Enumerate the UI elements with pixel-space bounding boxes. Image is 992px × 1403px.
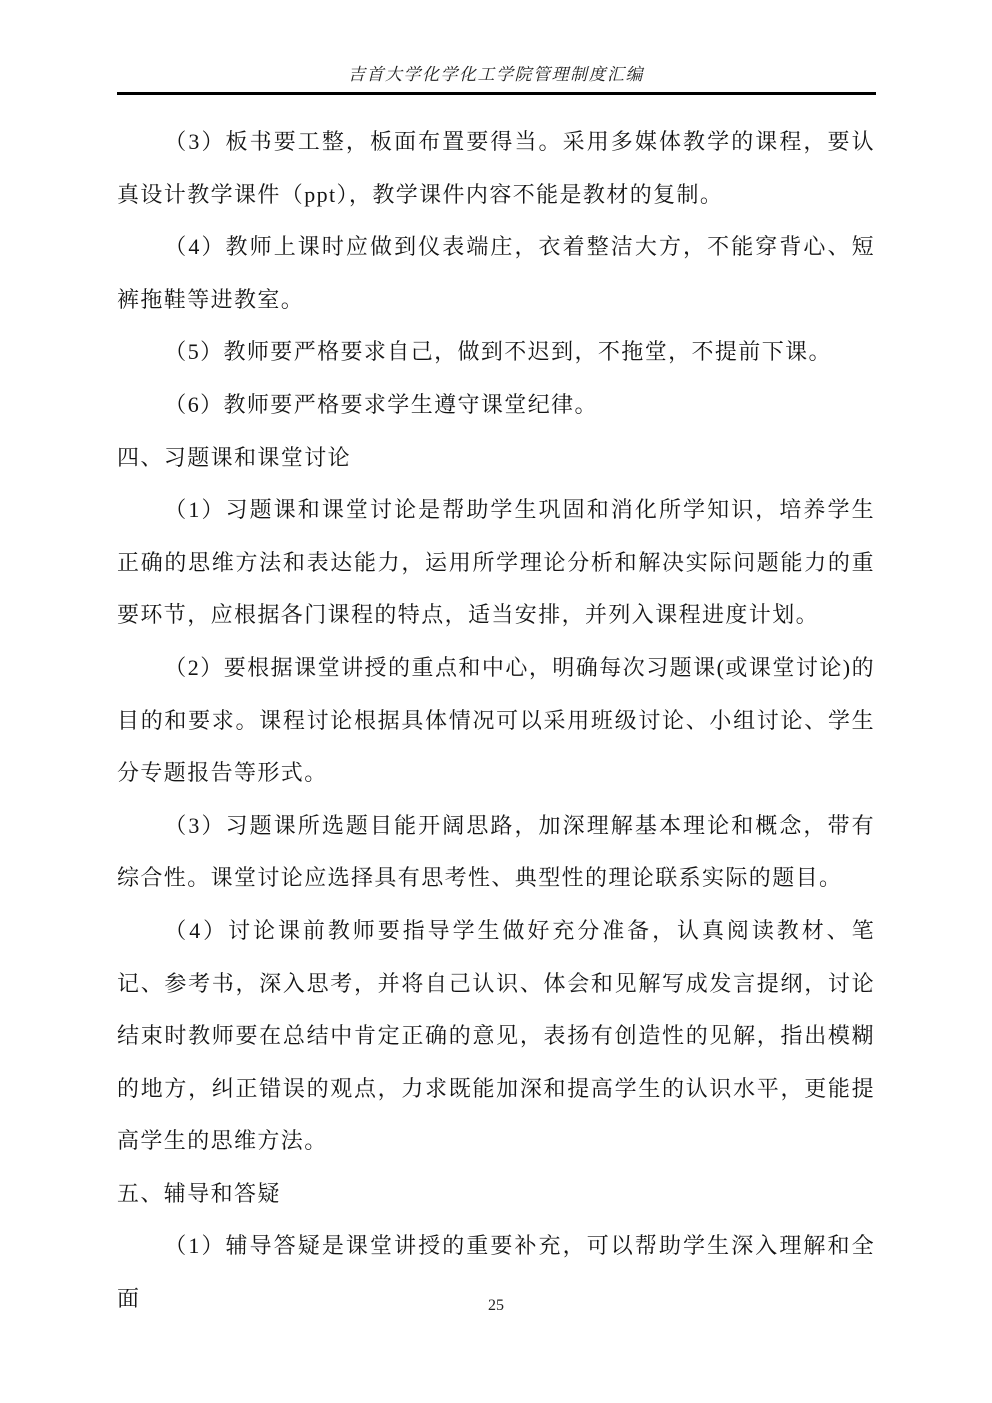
- paragraph-item-6: （6）教师要严格要求学生遵守课堂纪律。: [164, 391, 598, 417]
- paragraph-item-4: （4）教师上课时应做到仪表端庄，衣着整洁大方，不能穿背心、短裤拖鞋等进教室。: [117, 234, 875, 312]
- paragraph-sec5-item-1: （1）辅导答疑是课堂讲授的重要补充，可以帮助学生深入理解和全面: [117, 1233, 875, 1312]
- paragraph-sec4-item-1: （1）习题课和课堂讨论是帮助学生巩固和消化所学知识，培养学生正确的思维方法和表达能力，运用所学理论分析和解决实际问题能力的重要环节，应根据各门课程的特点，适当安排，并列入课程进度计划。: [117, 497, 875, 628]
- header-rule: [117, 92, 876, 95]
- header-title: 吉首大学化学化工学院管理制度汇编: [348, 65, 644, 84]
- page-number: 25: [488, 1297, 504, 1314]
- paragraph-item-3: （3）板书要工整，板面布置要得当。采用多媒体教学的课程，要认真设计教学课件（ppt），教学课件内容不能是教材的复制。: [117, 129, 875, 207]
- paragraph-sec4-item-4: （4）讨论课前教师要指导学生做好充分准备，认真阅读教材、笔记、参考书，深入思考，并将自己认识、体会和见解写成发言提纲，讨论结束时教师要在总结中肯定正确的意见，表扬有创造性的见解，指出模糊的地方，纠正错误的观点，力求既能加深和提高学生的认识水平，更能提高学生的思维方法。: [117, 917, 875, 1154]
- section-heading-five: 五、辅导和答疑: [117, 1180, 281, 1206]
- paragraph-item-5: （5）教师要严格要求自己，做到不迟到，不拖堂，不提前下课。: [164, 339, 832, 365]
- section-heading-four: 四、习题课和课堂讨论: [117, 444, 352, 470]
- document-body: [117, 116, 875, 1326]
- paragraph-sec4-item-2: （2）要根据课堂讲授的重点和中心，明确每次习题课(或课堂讨论)的目的和要求。课程讨论根据具体情况可以采用班级讨论、小组讨论、学生分专题报告等形式。: [117, 654, 875, 786]
- paragraph-sec4-item-3: （3）习题课所选题目能开阔思路，加深理解基本理论和概念，带有综合性。课堂讨论应选择具有思考性、典型性的理论联系实际的题目。: [117, 812, 875, 891]
